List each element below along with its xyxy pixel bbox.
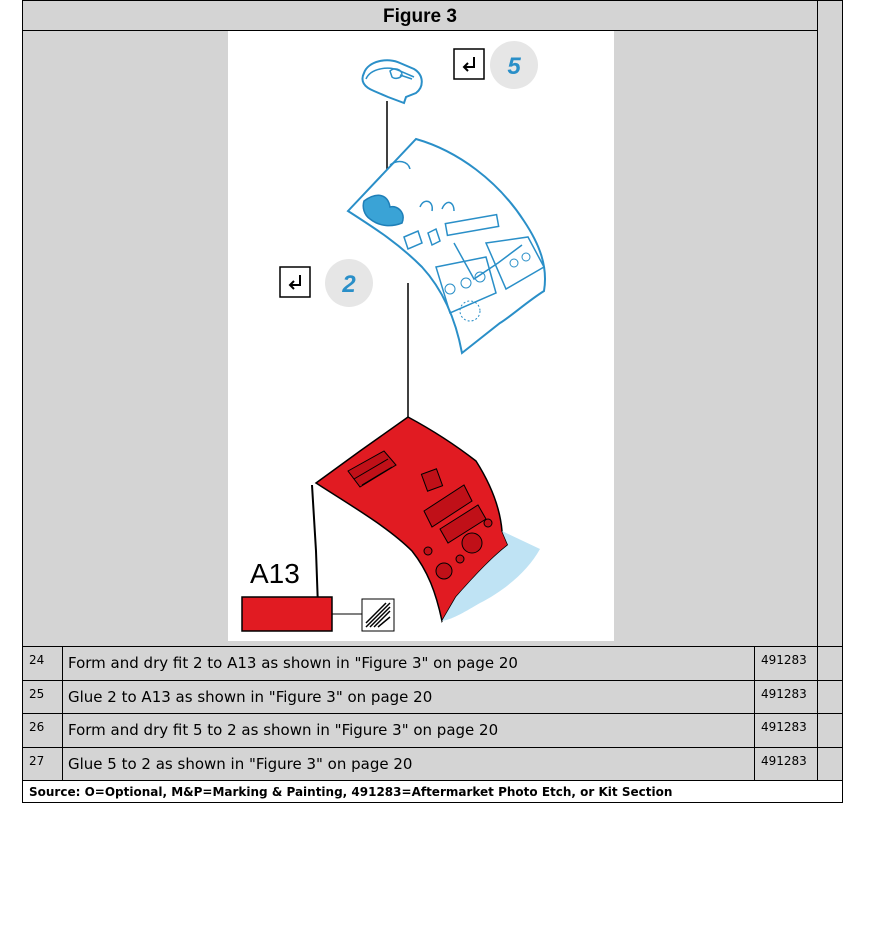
- figure-illustration: [228, 31, 614, 641]
- step-text: Form and dry fit 5 to 2 as shown in "Figure 3" on page 20: [68, 721, 499, 739]
- step-source: 491283: [761, 653, 807, 667]
- step-source: 491283: [761, 754, 807, 768]
- step-num: 25: [29, 687, 45, 701]
- part-2-drawing: [348, 139, 545, 353]
- divider: [817, 646, 818, 780]
- divider: [62, 646, 63, 780]
- table-row: [23, 681, 842, 714]
- table-row: [23, 714, 842, 747]
- part-5-drawing: [362, 60, 421, 103]
- part-a13-drawing: [312, 417, 540, 621]
- assembly-diagram: [228, 31, 614, 641]
- table-row: [23, 647, 842, 680]
- step-2-marker: [280, 259, 373, 307]
- step-num: 24: [29, 653, 45, 667]
- step-number: 5: [507, 53, 521, 80]
- figure-title: Figure 3: [23, 1, 817, 30]
- source-footer: [23, 781, 842, 802]
- step-source: 491283: [761, 720, 807, 734]
- right-margin-column: [818, 1, 842, 646]
- step-num: 27: [29, 754, 45, 768]
- divider: [817, 1, 818, 646]
- step-source: 491283: [761, 687, 807, 701]
- figure-area: [23, 31, 817, 646]
- step-5-marker: [454, 41, 538, 89]
- table-row: [23, 748, 842, 781]
- step-text: Glue 2 to A13 as shown in "Figure 3" on page 20: [68, 688, 433, 706]
- divider: [754, 646, 755, 780]
- paint-legend: [242, 597, 394, 631]
- step-text: Glue 5 to 2 as shown in "Figure 3" on page 20: [68, 755, 413, 773]
- step-number: 2: [342, 271, 356, 298]
- instruction-sheet: [22, 0, 843, 803]
- step-text: Form and dry fit 2 to A13 as shown in "Figure 3" on page 20: [68, 654, 518, 672]
- step-num: 26: [29, 720, 45, 734]
- source-legend: Source: O=Optional, M&P=Marking & Painting, 491283=Aftermarket Photo Etch, or Kit Section: [29, 785, 673, 799]
- part-label: A13: [250, 558, 300, 589]
